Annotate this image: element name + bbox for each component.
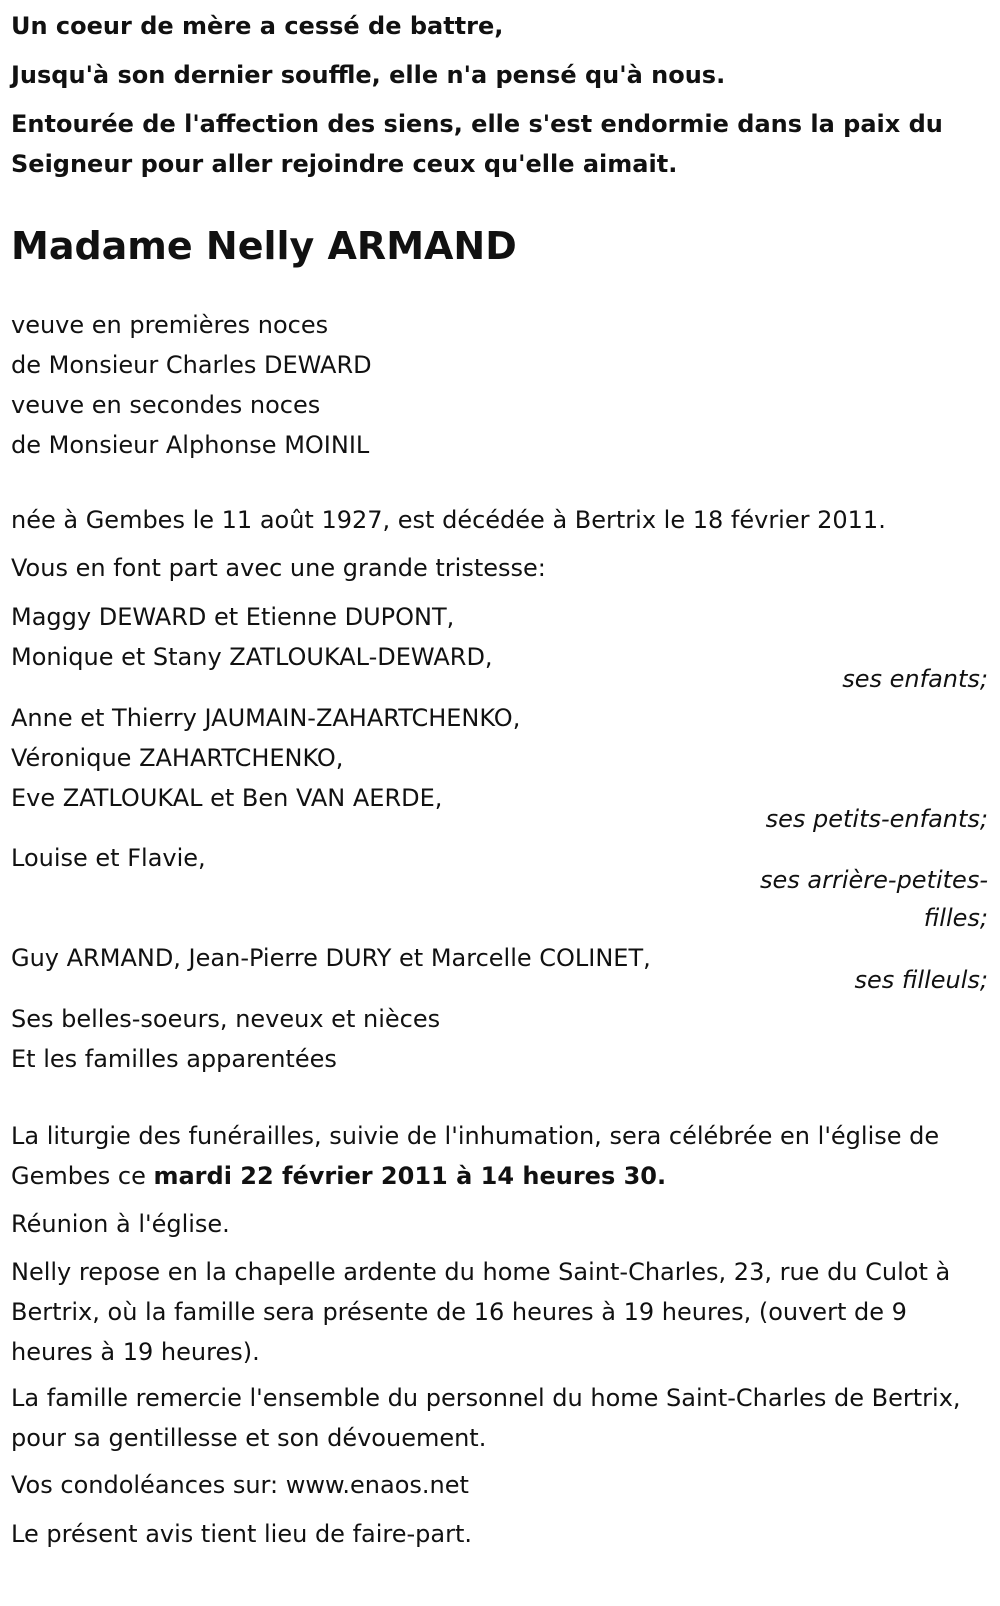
intro-line-2: Jusqu'à son dernier souffle, elle n'a pensé qu'à nous. <box>11 61 726 89</box>
godchildren-names <box>11 938 651 978</box>
other-relatives <box>11 999 440 1079</box>
funeral-text: La liturgie des funérailles, suivie de l'inhumation, sera célébrée en l'église de Gembes ce <box>11 1122 940 1190</box>
great-grandchildren-names <box>11 838 206 878</box>
family-member: Monique et Stany ZATLOUKAL-DEWARD, <box>11 643 493 671</box>
deceased-name: Madame Nelly ARMAND <box>11 224 517 268</box>
family-member: Eve ZATLOUKAL et Ben VAN AERDE, <box>11 784 443 812</box>
children-names <box>11 597 493 677</box>
family-member: Guy ARMAND, Jean-Pierre DURY et Marcelle COLINET, <box>11 944 651 972</box>
widow-line: veuve en secondes noces <box>11 391 321 419</box>
birth-death-info: née à Gembes le 11 août 1927, est décédée à Bertrix le 18 février 2011. <box>11 506 886 534</box>
condolences-link[interactable]: Vos condoléances sur: www.enaos.net <box>11 1471 469 1499</box>
children-role: ses enfants; <box>842 665 988 693</box>
widow-line: de Monsieur Alphonse MOINIL <box>11 431 370 459</box>
funeral-details <box>11 1116 986 1196</box>
family-member: Véronique ZAHARTCHENKO, <box>11 744 344 772</box>
intro-line-3: Entourée de l'affection des siens, elle s'est endormie dans la paix du Seigneur pour aller rejoindre ceux qu'elle aimait. <box>11 110 943 178</box>
widow-info <box>11 305 372 465</box>
great-grandchildren-role <box>760 861 988 937</box>
grandchildren-names <box>11 698 520 818</box>
intro-line-1: Un coeur de mère a cessé de battre, <box>11 12 504 40</box>
thanks-text: La famille remercie l'ensemble du personnel du home Saint-Charles de Bertrix, pour sa gentillesse et son dévouement. <box>11 1384 961 1452</box>
family-member: Louise et Flavie, <box>11 844 206 872</box>
announcement: Vous en font part avec une grande tristesse: <box>11 554 546 582</box>
notice-text: Le présent avis tient lieu de faire-part. <box>11 1520 473 1548</box>
family-member: Maggy DEWARD et Etienne DUPONT, <box>11 603 455 631</box>
family-member: Anne et Thierry JAUMAIN-ZAHARTCHENKO, <box>11 704 521 732</box>
chapel-info: Nelly repose en la chapelle ardente du home Saint-Charles, 23, rue du Culot à Bertrix, où la famille sera présente de 16 heures à 19 heures, (ouvert de 9 heures à 19 heures). <box>11 1258 951 1366</box>
family-member: Et les familles apparentées <box>11 1045 337 1073</box>
family-member: Ses belles-soeurs, neveux et nièces <box>11 1005 441 1033</box>
funeral-date: mardi 22 février 2011 à 14 heures 30. <box>153 1162 667 1190</box>
meeting-info: Réunion à l'église. <box>11 1210 230 1238</box>
widow-line: de Monsieur Charles DEWARD <box>11 351 372 379</box>
role-line: filles; <box>923 904 988 932</box>
widow-line: veuve en premières noces <box>11 311 329 339</box>
godchildren-role: ses filleuls; <box>854 966 988 994</box>
grandchildren-role: ses petits-enfants; <box>765 805 988 833</box>
role-line: ses arrière-petites- <box>760 866 988 894</box>
